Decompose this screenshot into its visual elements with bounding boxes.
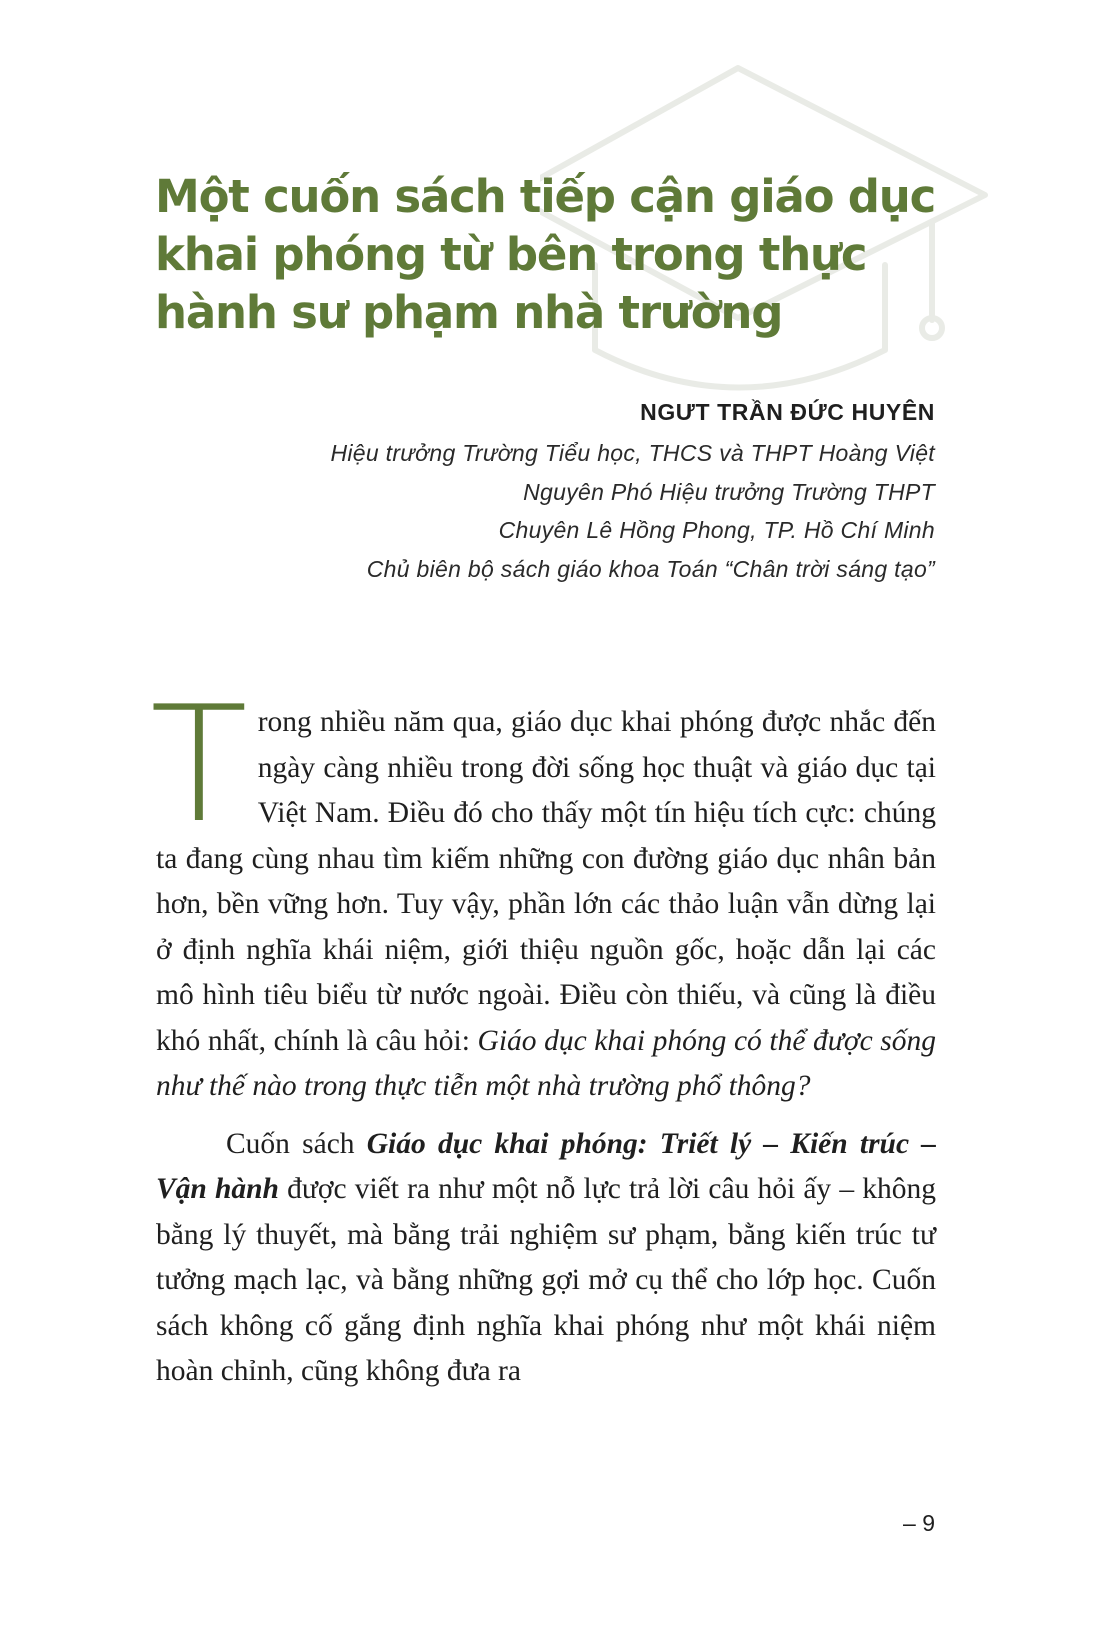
page-number: – 9	[903, 1510, 935, 1536]
author-affiliation-line: Chuyên Lê Hồng Phong, TP. Hồ Chí Minh	[498, 517, 935, 543]
paragraph-2-text: được viết ra như một nỗ lực trả lời câu hỏi ấy – không bằng lý thuyết, mà bằng trải nghiệm sư phạm, bằng kiến trúc tư tưởng mạch lạc, và bằng những gợi mở cụ thể cho lớp học. Cuốn sách không cố gắng định nghĩa khai phóng như một khái niệm hoàn chỉnh, cũng không đưa ra	[156, 1173, 936, 1387]
paragraph-1-text: rong nhiều năm qua, giáo dục khai phóng được nhắc đến ngày càng nhiều trong đời sống học thuật và giáo dục tại Việt Nam. Điều đó cho thấy một tín hiệu tích cực: chúng ta đang cùng nhau tìm kiếm những con đường giáo dục nhân bản hơn, bền vững hơn. Tuy vậy, phần lớn các thảo luận vẫn dừng lại ở định nghĩa khái niệm, giới thiệu nguồn gốc, hoặc dẫn lại các mô hình tiêu biểu từ nước ngoài. Điều còn thiếu, và cũng là điều khó nhất, chính là câu hỏi:	[156, 706, 936, 1057]
author-block	[215, 398, 935, 588]
paragraph-1	[150, 671, 936, 1110]
author-affiliation-line: Hiệu trưởng Trường Tiểu học, THCS và THPT Hoàng Việt	[330, 440, 935, 466]
page-title: Một cuốn sách tiếp cận giáo dục khai phóng từ bên trong thực hành sư phạm nhà trường	[155, 170, 936, 339]
author-affiliation-line: Nguyên Phó Hiệu trưởng Trường THPT	[523, 478, 935, 505]
author-affiliation-line: Chủ biên bộ sách giáo khoa Toán “Chân trời sáng tạo”	[366, 555, 935, 582]
key-question: Giáo dục khai phóng có thể được sống như thế nào trong thực tiễn một nhà trường phổ thông?	[156, 1024, 936, 1102]
paragraph-2-lead: Cuốn sách	[226, 1127, 367, 1160]
drop-cap: T	[150, 671, 248, 858]
paragraph-2	[156, 1122, 936, 1395]
body-text	[150, 671, 937, 1395]
book-title: Giáo dục khai phóng: Triết lý – Kiến trúc – Vận hành	[156, 1127, 937, 1205]
author-name: NGƯT TRẦN ĐỨC HUYÊN	[640, 399, 935, 425]
